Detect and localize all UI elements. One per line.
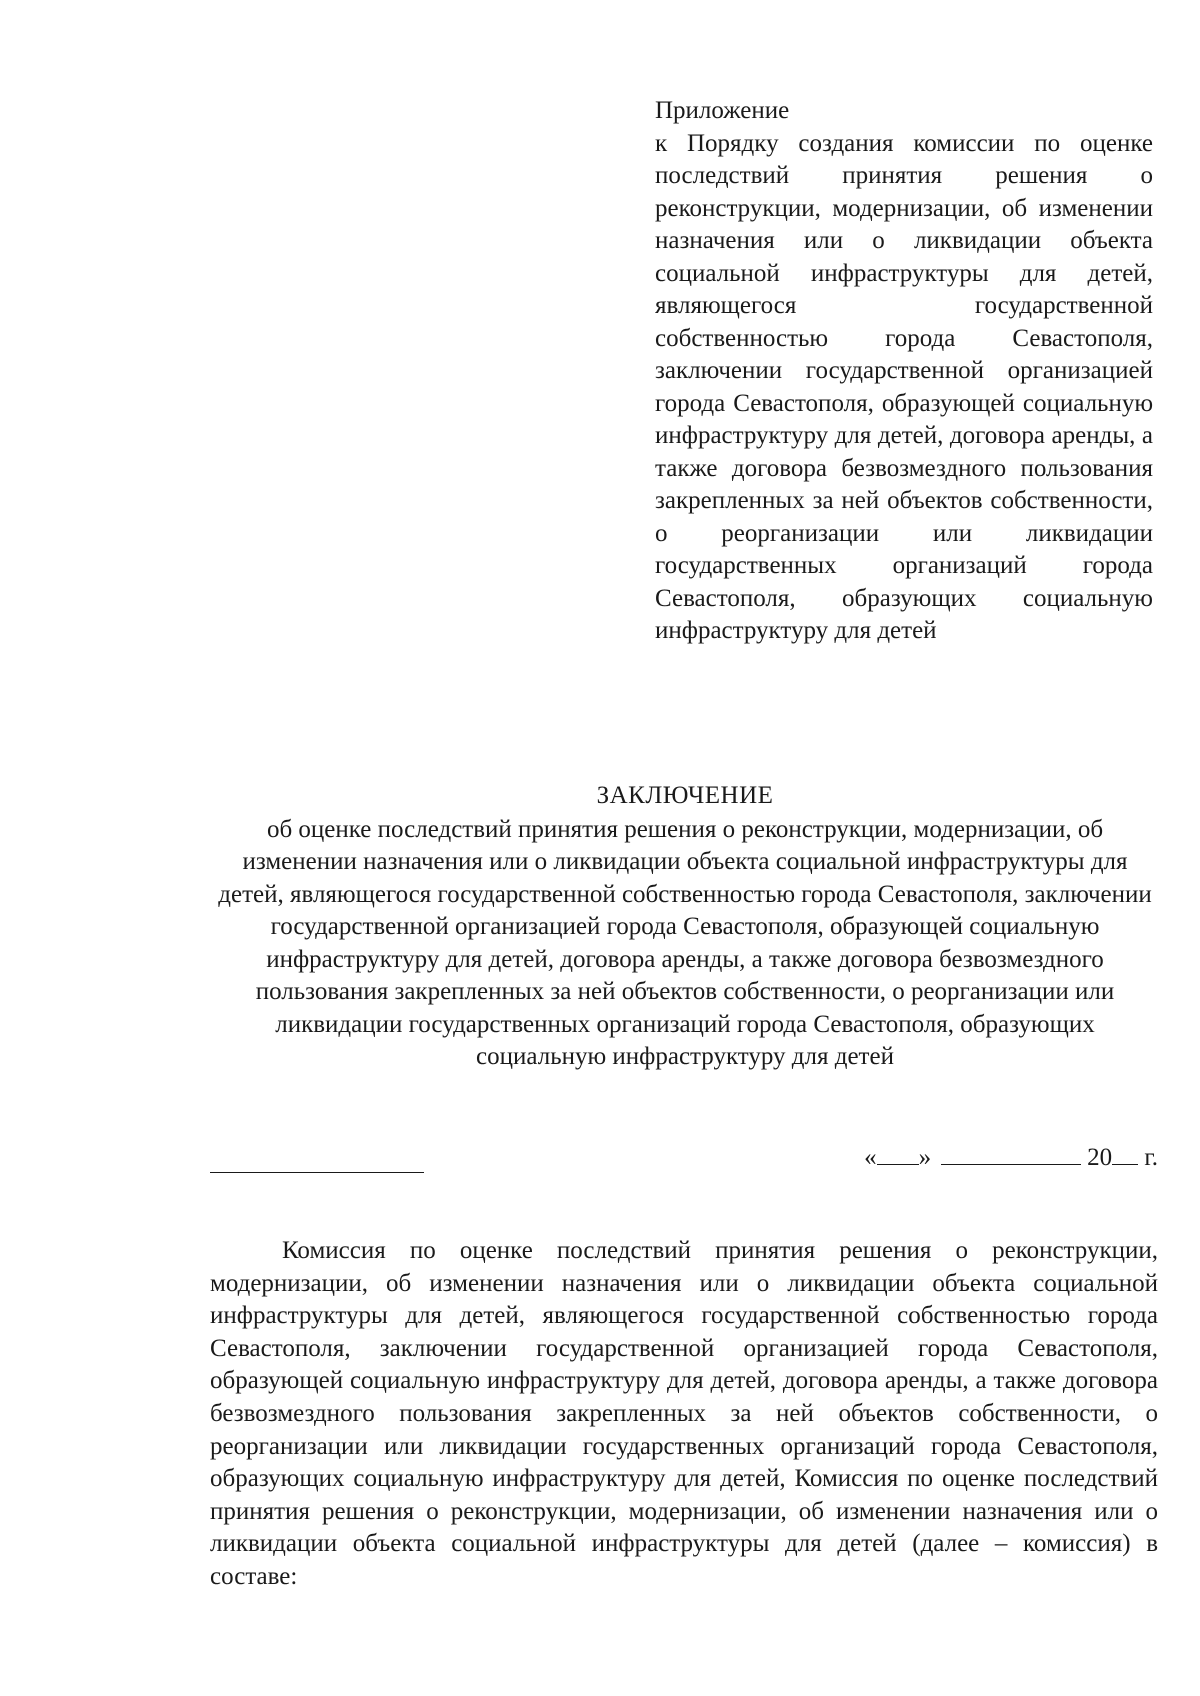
place-blank (210, 1172, 424, 1173)
document-title: ЗАКЛЮЧЕНИЕ (596, 782, 774, 809)
date-field (864, 1142, 1158, 1172)
year-blank (1112, 1142, 1138, 1165)
day-blank (877, 1142, 919, 1165)
document-subtitle: об оценке последствий принятия решения о реконструкции, модернизации, об изменении назначения или о ликвидации объекта социальной инфраструктуры для детей, являющегося государственной собственностью города Севастополя, заключении государственной организацией города Севастополя, образующей социальную инфраструктуру для детей, договора аренды, а также договора безвозмездного пользования закрепленных за ней объектов собственности, о реорганизации или ликвидации государственных организаций города Севастополя, образующих социальную инфраструктуру для детей (218, 815, 1152, 1070)
date-open-quote: « (864, 1144, 877, 1171)
place-date-line (210, 1142, 1158, 1176)
appendix-text: к Порядку создания комиссии по оценке последствий принятия решения о реконструкции, модернизации, об изменении назначения или о ликвидации объекта социальной инфраструктуры для детей, являющегося государственной собственностью города Севастополя, заключении государственной организацией города Севастополя, образующей социальную инфраструктуру для детей, договора аренды, а также договора безвозмездного пользования закрепленных за ней объектов собственности, о реорганизации или ликвидации государственных организаций города Севастополя, образующих социальную инфраструктуру для детей (655, 129, 1153, 644)
month-blank (941, 1142, 1081, 1165)
date-close-quote: » (918, 1144, 932, 1171)
appendix-label: Приложение (655, 97, 790, 124)
appendix-header (655, 95, 1153, 648)
conclusion-heading (210, 780, 1160, 1074)
year-suffix: г. (1144, 1144, 1158, 1171)
year-prefix: 20 (1087, 1144, 1113, 1171)
body-paragraph: Комиссия по оценке последствий принятия решения о реконструкции, модернизации, об изменении назначения или о ликвидации объекта социальной инфраструктуры для детей, являющегося государственной собственностью города Севастополя, заключении государственной организацией города Севастополя, образующей социальную инфраструктуру для детей, договора аренды, а также договора безвозмездного пользования закрепленных за ней объектов собственности, о реорганизации или ликвидации государственных организаций города Севастополя, образующих социальную инфраструктуру для детей, Комиссия по оценке последствий принятия решения о реконструкции, модернизации, об изменении назначения или о ликвидации объекта социальной инфраструктуры для детей (далее – комиссия) в составе: (210, 1237, 1158, 1590)
